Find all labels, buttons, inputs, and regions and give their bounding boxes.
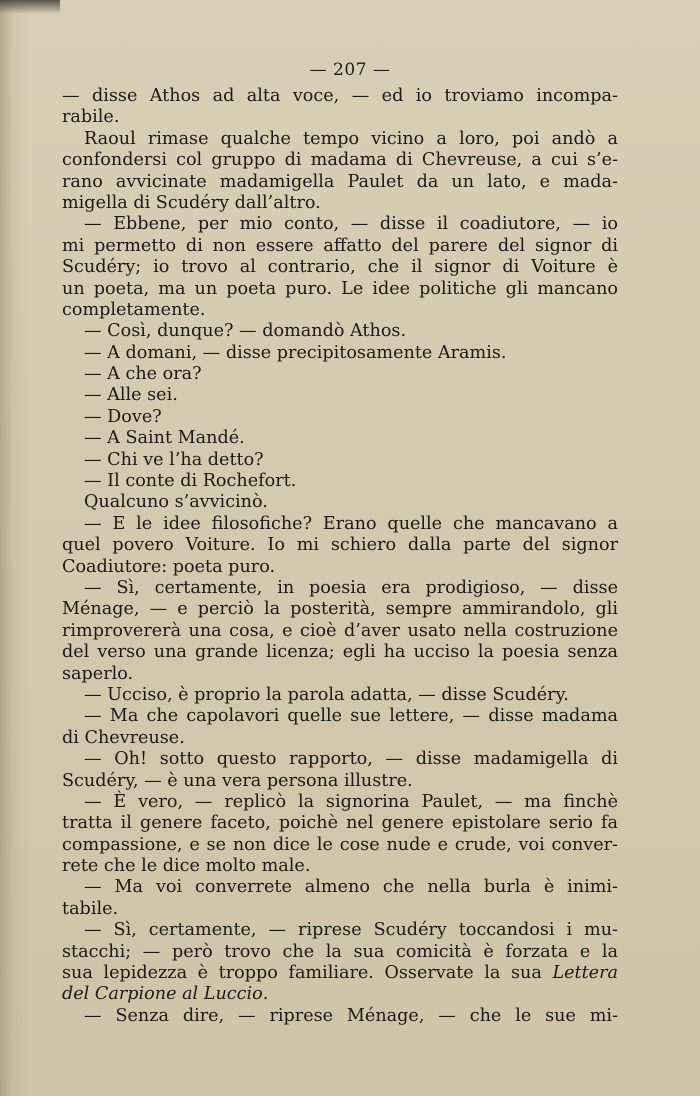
text-line — [62, 535, 618, 556]
line-text: — Senza dire, — riprese Ménage, — che le sue mi- — [84, 1005, 618, 1026]
line-text: — Ma che capolavori quelle sue lettere, — disse madama — [84, 706, 618, 727]
line-text: tabile. — [62, 898, 119, 919]
text-line — [62, 749, 618, 770]
italic-title: Lettera — [552, 963, 618, 984]
text-line — [62, 492, 618, 513]
text-line — [62, 1006, 618, 1027]
line-text: Ménage, — e perciò la posterità, sempre ammirandolo, gli — [62, 599, 618, 620]
line-text: di Chevreuse. — [62, 727, 185, 748]
text-line — [62, 557, 618, 578]
text-line — [62, 920, 618, 941]
line-text: — Sì, certamente, in poesia era prodigioso, — disse — [84, 577, 618, 598]
line-text: un poeta, ma un poeta puro. Le idee politiche gli mancano — [62, 278, 618, 299]
text-line — [62, 813, 618, 834]
line-text: — Sì, certamente, — riprese Scudéry toccandosi i mu- — [84, 920, 618, 941]
line-text: Raoul rimase qualche tempo vicino a loro, poi andò a — [84, 128, 618, 149]
line-text: rete che le dice molto male. — [62, 856, 311, 877]
text-line — [62, 300, 618, 321]
text-line — [62, 86, 618, 107]
text-line — [62, 984, 618, 1005]
text-line — [62, 578, 618, 599]
line-text: — A Saint Mandé. — [84, 428, 245, 449]
text-line — [62, 514, 618, 535]
page-number: — 207 — — [309, 60, 391, 80]
line-text: Qualcuno s’avvicinò. — [84, 492, 268, 513]
line-text: — Ma voi converrete almeno che nella burla è inimi- — [84, 877, 618, 898]
line-text: — E le idee filosofiche? Erano quelle che mancavano a — [84, 513, 618, 534]
line-text: — Chi ve l’ha detto? — [84, 449, 264, 470]
text-line — [62, 172, 618, 193]
scan-shadow — [0, 0, 60, 14]
text-line — [62, 279, 618, 300]
line-text: rabile. — [62, 107, 120, 128]
italic-title: del Carpione al Luccio — [62, 984, 263, 1005]
text-line — [62, 642, 618, 663]
line-text: rimprovererà una cosa, e cioè d’aver usato nella costruzione — [62, 620, 618, 641]
punctuation: . — [262, 984, 269, 1005]
text-line — [62, 728, 618, 749]
line-text: — Il conte di Rochefort. — [84, 471, 297, 492]
line-text: — disse Athos ad alta voce, — ed io troviamo incompa- — [62, 86, 618, 106]
line-text: saperlo. — [62, 663, 134, 684]
line-text: — Ebbene, per mio conto, — disse il coadiutore, — io — [84, 214, 618, 235]
line-text: quel povero Voiture. Io mi schiero dalla parte del signor — [62, 535, 618, 556]
line-text: compassione, e se non dice le cose nude e crude, voi conver- — [62, 834, 618, 855]
line-text: — Oh! sotto questo rapporto, — disse madamigella di — [84, 749, 618, 770]
text-line — [62, 706, 618, 727]
line-text: sua lepidezza è troppo familiare. Osservate la sua — [62, 963, 542, 984]
text-line — [62, 407, 618, 428]
line-text: — Così, dunque? — domandò Athos. — [84, 321, 407, 342]
line-text: stacchi; — però trovo che la sua comicità è forzata e la — [62, 941, 618, 962]
text-line — [62, 343, 618, 364]
text-line — [62, 129, 618, 150]
line-text: mi permetto di non essere affatto del parere del signor di — [62, 235, 618, 256]
line-text: Scudéry, — è una vera persona illustre. — [62, 770, 413, 791]
line-text: migella di Scudéry dall’altro. — [62, 192, 321, 213]
line-text: — È vero, — replicò la signorina Paulet, — ma finchè — [84, 791, 618, 812]
line-text: — A domani, — disse precipitosamente Aramis. — [84, 342, 507, 363]
text-line — [62, 364, 618, 385]
line-text: confondersi col gruppo di madama di Chevreuse, a cui s’e- — [62, 150, 618, 171]
text-line — [62, 685, 618, 706]
line-text: rano avvicinate madamigella Paulet da un lato, e mada- — [62, 171, 618, 192]
line-text: — Dove? — [84, 406, 162, 427]
text-line — [62, 621, 618, 642]
text-line — [62, 771, 618, 792]
text-line — [62, 471, 618, 492]
text-line — [62, 150, 618, 171]
text-line — [62, 792, 618, 813]
text-line — [62, 963, 618, 984]
text-line — [62, 236, 618, 257]
text-line — [62, 193, 618, 214]
text-line — [62, 899, 618, 920]
text-line — [62, 321, 618, 342]
text-line — [62, 856, 618, 877]
text-line — [62, 257, 618, 278]
text-line — [62, 385, 618, 406]
line-text: completamente. — [62, 299, 206, 320]
line-text: tratta il genere faceto, poichè nel genere epistolare serio fa — [62, 813, 618, 834]
text-line — [62, 107, 618, 128]
line-text: — Ucciso, è proprio la parola adatta, — disse Scudéry. — [84, 684, 569, 705]
text-line — [62, 428, 618, 449]
page-text — [62, 86, 618, 1027]
line-text: Scudéry; io trovo al contrario, che il signor di Voiture è — [62, 257, 618, 278]
line-text: — Alle sei. — [84, 385, 178, 406]
text-line — [62, 450, 618, 471]
text-line — [62, 664, 618, 685]
text-line — [62, 214, 618, 235]
line-text: Coadiutore: poeta puro. — [62, 556, 276, 577]
text-line — [62, 835, 618, 856]
text-line — [62, 942, 618, 963]
line-text: — A che ora? — [84, 364, 202, 385]
text-line — [62, 599, 618, 620]
line-text: del verso una grande licenza; egli ha ucciso la poesia senza — [62, 642, 618, 663]
text-line — [62, 877, 618, 898]
